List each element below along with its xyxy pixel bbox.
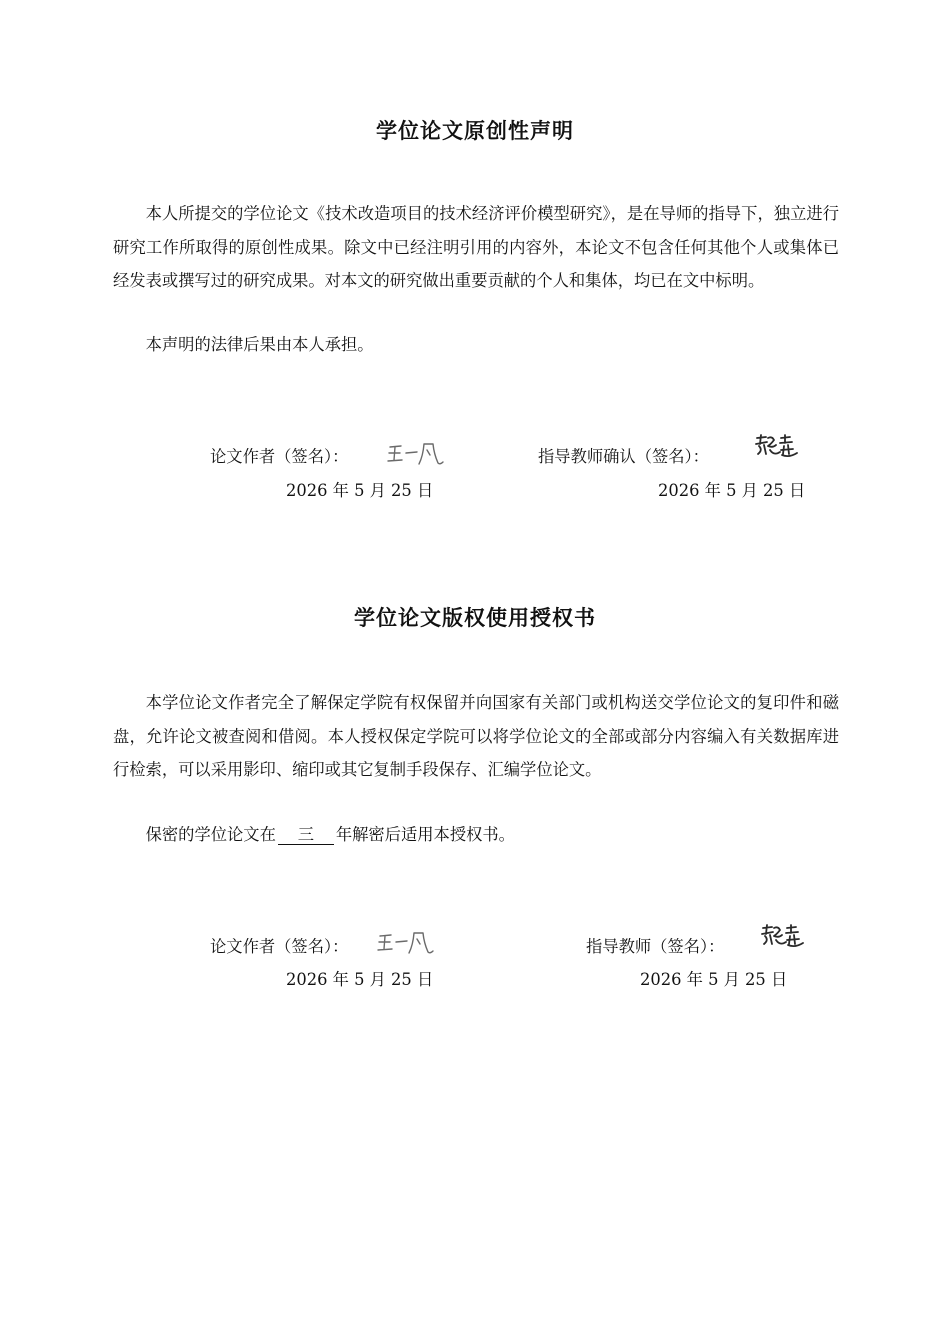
declaration-advisor-signature — [754, 432, 802, 460]
declaration-title: 学位论文原创性声明 — [376, 119, 574, 143]
declaration-author-date: 2026 年 5 月 25 日 — [286, 481, 434, 500]
confidential-suffix: 年解密后适用本授权书。 — [335, 825, 515, 844]
authorization-author-label: 论文作者（签名）： — [210, 937, 349, 956]
authorization-author-date: 2026 年 5 月 25 日 — [286, 970, 434, 989]
declaration-paragraph: 本人所提交的学位论文《技术改造项目的技术经济评价模型研究》，是在导师的指导下，独立进行研究工作所取得的原创性成果。除文中已经注明引用的内容外，本论文不包含任何其他个人或集体已经发表或撰写过的研究成果。对本文的研究做出重要贡献的个人和集体，均已在文中标明。 — [113, 204, 839, 291]
authorization-advisor-label: 指导教师（签名）： — [586, 937, 725, 956]
authorization-author-signature — [376, 929, 436, 957]
confidential-statement — [113, 818, 839, 852]
authorization-title: 学位论文版权使用授权书 — [354, 606, 596, 630]
declaration-legal-note: 本声明的法律后果由本人承担。 — [145, 335, 374, 354]
declaration-advisor-label: 指导教师确认（签名）： — [538, 447, 709, 466]
declaration-author-signature — [386, 440, 446, 468]
confidential-prefix: 保密的学位论文在 — [145, 825, 276, 844]
declaration-author-label: 论文作者（签名）： — [210, 447, 349, 466]
authorization-advisor-signature — [760, 922, 808, 950]
authorization-advisor-date: 2026 年 5 月 25 日 — [640, 970, 788, 989]
confidential-years-field: 三 — [278, 826, 334, 845]
declaration-advisor-date: 2026 年 5 月 25 日 — [658, 481, 806, 500]
authorization-paragraph: 本学位论文作者完全了解保定学院有权保留并向国家有关部门或机构送交学位论文的复印件和磁盘，允许论文被查阅和借阅。本人授权保定学院可以将学位论文的全部或部分内容编入有关数据库进行检索，可以采用影印、缩印或其它复制手段保存、汇编学位论文。 — [113, 693, 839, 780]
